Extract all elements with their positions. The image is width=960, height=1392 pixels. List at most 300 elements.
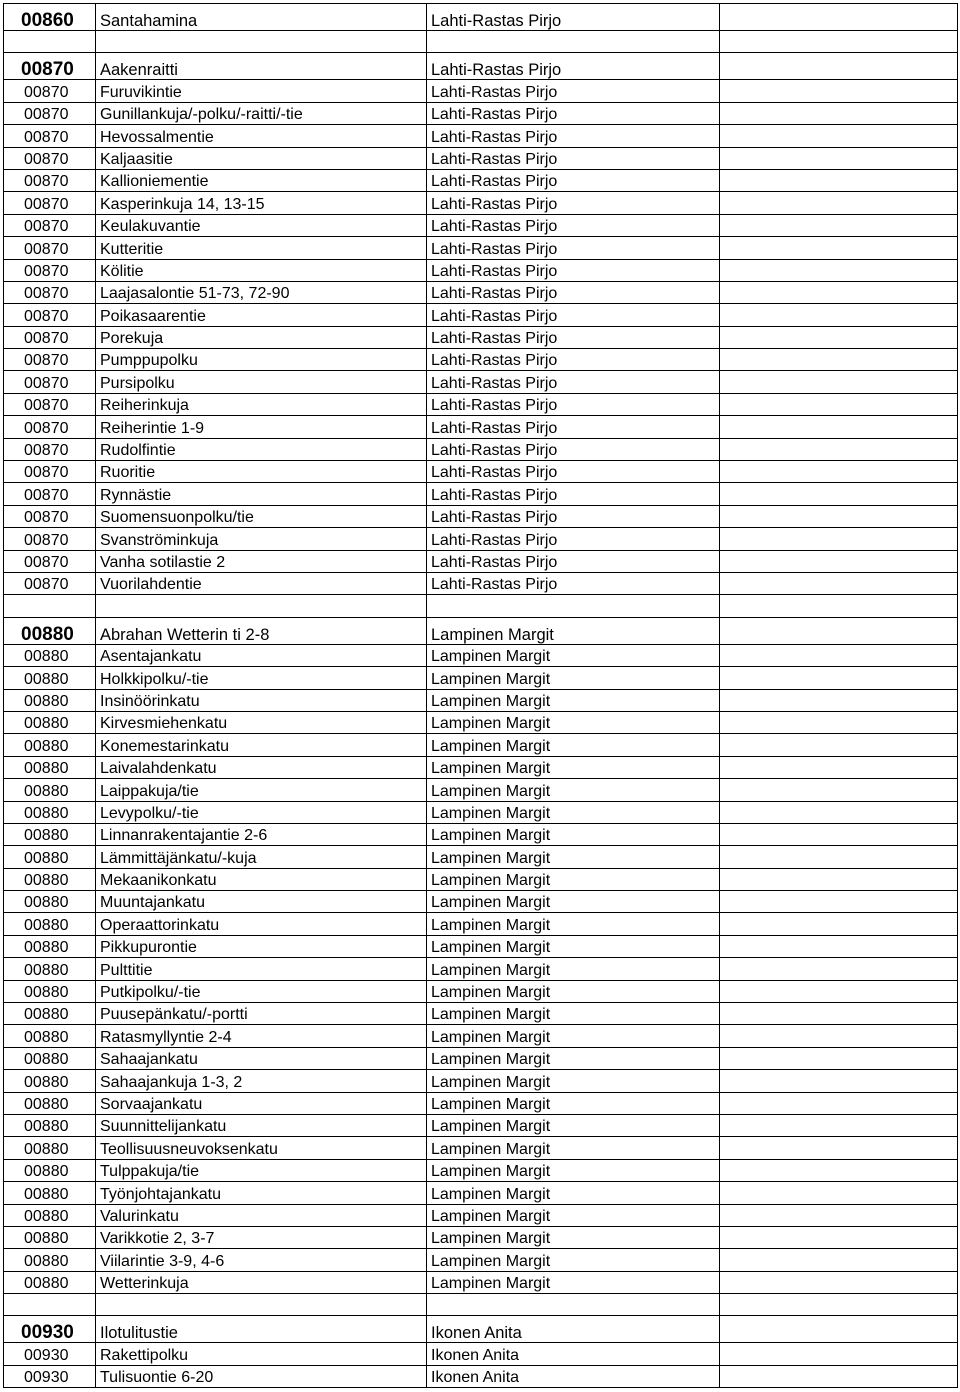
street-cell: Sahaajankuja 1-3, 2 [96,1070,427,1092]
empty-cell [720,779,958,801]
table-row [4,1003,958,1025]
table-row [4,102,958,124]
table-row [4,1159,958,1181]
postal-code-cell: 00880 [4,667,96,689]
street-cell: Insinöörinkatu [96,689,427,711]
postal-code-cell: 00870 [4,416,96,438]
contact-person-cell: Lampinen Margit [427,689,720,711]
table-row [4,1271,958,1293]
table-row [4,304,958,326]
postal-code-cell: 00870 [4,192,96,214]
postal-code-cell: 00880 [4,1226,96,1248]
table-row [4,371,958,393]
contact-person-cell: Lahti-Rastas Pirjo [427,53,720,80]
table-row [4,734,958,756]
postal-code-cell: 00870 [4,281,96,303]
postal-code-cell: 00870 [4,102,96,124]
contact-person-cell: Lampinen Margit [427,1249,720,1271]
empty-cell [720,416,958,438]
postal-code-cell: 00870 [4,438,96,460]
street-cell: Mekaanikonkatu [96,868,427,890]
postal-code-cell: 00880 [4,980,96,1002]
table-row [4,1025,958,1047]
table-row [4,1343,958,1365]
contact-person-cell: Lampinen Margit [427,846,720,868]
empty-cell [720,349,958,371]
postal-code-cell: 00880 [4,1249,96,1271]
empty-cell [720,80,958,102]
table-row [4,644,958,666]
postal-code-cell: 00880 [4,1092,96,1114]
table-row [4,711,958,733]
contact-person-cell: Lampinen Margit [427,1092,720,1114]
street-cell: Kasperinkuja 14, 13-15 [96,192,427,214]
table-row [4,259,958,281]
street-cell: Pulttitie [96,958,427,980]
table-row [4,572,958,594]
postal-code-cell: 00880 [4,1070,96,1092]
postal-code-cell: 00870 [4,528,96,550]
postal-code-cell: 00870 [4,237,96,259]
street-cell: Suunnittelijankatu [96,1114,427,1136]
street-cell: Rynnästie [96,483,427,505]
postal-code-cell: 00870 [4,125,96,147]
table-row [4,913,958,935]
street-cell: Kallioniementie [96,169,427,191]
table-row [4,483,958,505]
empty-cell [720,102,958,124]
street-cell: Lämmittäjänkatu/-kuja [96,846,427,868]
empty-cell [4,31,96,53]
table-row [4,1114,958,1136]
postal-code-cell: 00880 [4,913,96,935]
table-row [4,528,958,550]
postal-code-cell: 00880 [4,756,96,778]
empty-cell [720,1003,958,1025]
postal-code-cell: 00880 [4,1047,96,1069]
postal-code-cell: 00870 [4,349,96,371]
street-cell: Työnjohtajankatu [96,1182,427,1204]
contact-person-cell: Lampinen Margit [427,734,720,756]
empty-cell [720,438,958,460]
contact-person-cell: Lahti-Rastas Pirjo [427,147,720,169]
street-cell: Kölitie [96,259,427,281]
contact-person-cell: Lahti-Rastas Pirjo [427,192,720,214]
empty-cell [720,891,958,913]
contact-person-cell: Lampinen Margit [427,913,720,935]
empty-cell [720,1249,958,1271]
street-cell: Keulakuvantie [96,214,427,236]
empty-cell [720,980,958,1002]
contact-person-cell: Lahti-Rastas Pirjo [427,237,720,259]
table-row [4,214,958,236]
empty-cell [720,1137,958,1159]
table-row [4,1226,958,1248]
street-cell: Poikasaarentie [96,304,427,326]
street-cell: Valurinkatu [96,1204,427,1226]
street-cell: Kaljaasitie [96,147,427,169]
table-body [4,4,958,1388]
table-row [4,281,958,303]
empty-cell [720,1092,958,1114]
empty-cell [720,1159,958,1181]
table-row [4,1182,958,1204]
postal-code-cell: 00870 [4,572,96,594]
contact-person-cell: Lampinen Margit [427,1070,720,1092]
empty-cell [720,756,958,778]
empty-cell [4,1294,96,1316]
street-cell: Levypolku/-tie [96,801,427,823]
street-cell: Gunillankuja/-polku/-raitti/-tie [96,102,427,124]
table-row [4,980,958,1002]
empty-cell [720,147,958,169]
contact-person-cell: Lahti-Rastas Pirjo [427,80,720,102]
empty-cell [720,1025,958,1047]
contact-person-cell: Lampinen Margit [427,980,720,1002]
street-cell: Pursipolku [96,371,427,393]
postal-code-cell: 00870 [4,550,96,572]
table-row [4,779,958,801]
contact-person-cell: Lahti-Rastas Pirjo [427,214,720,236]
contact-person-cell: Lahti-Rastas Pirjo [427,483,720,505]
contact-person-cell: Lampinen Margit [427,868,720,890]
empty-cell [720,1182,958,1204]
separator-row [4,31,958,53]
postal-code-cell: 00880 [4,1137,96,1159]
street-cell: Svanströminkuja [96,528,427,550]
street-cell: Tulisuontie 6-20 [96,1365,427,1387]
table-row [4,689,958,711]
empty-cell [96,595,427,617]
contact-person-cell: Lahti-Rastas Pirjo [427,550,720,572]
postal-code-cell: 00880 [4,779,96,801]
empty-cell [720,125,958,147]
street-cell: Reiherinkuja [96,393,427,415]
contact-person-cell: Lahti-Rastas Pirjo [427,572,720,594]
street-cell: Vuorilahdentie [96,572,427,594]
postal-code-cell: 00880 [4,823,96,845]
contact-person-cell: Ikonen Anita [427,1316,720,1343]
table-row [4,438,958,460]
table-row [4,505,958,527]
contact-person-cell: Lampinen Margit [427,711,720,733]
empty-cell [720,846,958,868]
street-cell: Kutteritie [96,237,427,259]
street-cell: Konemestarinkatu [96,734,427,756]
street-cell: Laippakuja/tie [96,779,427,801]
contact-person-cell: Lahti-Rastas Pirjo [427,259,720,281]
postal-code-table [3,3,958,1388]
postal-code-cell: 00880 [4,1114,96,1136]
contact-person-cell: Lampinen Margit [427,1003,720,1025]
empty-cell [720,572,958,594]
empty-cell [720,935,958,957]
postal-code-cell: 00870 [4,483,96,505]
postal-code-cell: 00870 [4,169,96,191]
postal-code-cell: 00870 [4,371,96,393]
street-cell: Santahamina [96,4,427,31]
postal-code-cell: 00930 [4,1365,96,1387]
table-row [4,1204,958,1226]
postal-code-cell: 00880 [4,891,96,913]
table-row [4,846,958,868]
table-row [4,169,958,191]
contact-person-cell: Lampinen Margit [427,1226,720,1248]
street-cell: Abrahan Wetterin ti 2-8 [96,617,427,644]
empty-cell [96,1294,427,1316]
street-cell: Rudolfintie [96,438,427,460]
empty-cell [720,461,958,483]
contact-person-cell: Lampinen Margit [427,779,720,801]
empty-cell [720,1271,958,1293]
contact-person-cell: Lampinen Margit [427,1025,720,1047]
table-row [4,1365,958,1387]
table-row [4,349,958,371]
postal-code-cell: 00880 [4,1271,96,1293]
street-cell: Ruoritie [96,461,427,483]
postal-code-cell: 00880 [4,644,96,666]
table-row [4,1249,958,1271]
street-cell: Pikkupurontie [96,935,427,957]
street-cell: Ratasmyllyntie 2-4 [96,1025,427,1047]
street-cell: Holkkipolku/-tie [96,667,427,689]
postal-code-cell: 00870 [4,461,96,483]
contact-person-cell: Lampinen Margit [427,617,720,644]
postal-code-cell: 00870 [4,147,96,169]
empty-cell [720,528,958,550]
street-cell: Putkipolku/-tie [96,980,427,1002]
street-cell: Suomensuonpolku/tie [96,505,427,527]
contact-person-cell: Lampinen Margit [427,756,720,778]
empty-cell [720,1047,958,1069]
street-cell: Tulppakuja/tie [96,1159,427,1181]
street-cell: Sorvaajankatu [96,1092,427,1114]
postal-code-cell: 00880 [4,711,96,733]
table-row [4,891,958,913]
street-cell: Laajasalontie 51-73, 72-90 [96,281,427,303]
postal-code-cell: 00880 [4,1003,96,1025]
empty-cell [720,1316,958,1343]
empty-cell [720,667,958,689]
separator-row [4,1294,958,1316]
empty-cell [720,237,958,259]
empty-cell [720,550,958,572]
contact-person-cell: Lahti-Rastas Pirjo [427,102,720,124]
street-cell: Pumppupolku [96,349,427,371]
postal-code-cell: 00880 [4,1025,96,1047]
empty-cell [720,1226,958,1248]
postal-code-cell: 00880 [4,1159,96,1181]
table-row [4,617,958,644]
empty-cell [720,1204,958,1226]
contact-person-cell: Lahti-Rastas Pirjo [427,461,720,483]
postal-code-cell: 00930 [4,1343,96,1365]
contact-person-cell: Lampinen Margit [427,801,720,823]
empty-cell [720,823,958,845]
contact-person-cell: Lampinen Margit [427,1159,720,1181]
empty-cell [720,958,958,980]
postal-code-cell: 00860 [4,4,96,31]
empty-cell [720,192,958,214]
empty-cell [720,595,958,617]
empty-cell [96,31,427,53]
contact-person-cell: Lampinen Margit [427,1271,720,1293]
table-row [4,461,958,483]
table-row [4,1070,958,1092]
postal-code-cell: 00880 [4,689,96,711]
contact-person-cell: Lampinen Margit [427,958,720,980]
contact-person-cell: Lampinen Margit [427,1137,720,1159]
contact-person-cell: Lampinen Margit [427,1204,720,1226]
postal-code-cell: 00870 [4,326,96,348]
contact-person-cell: Lampinen Margit [427,1114,720,1136]
empty-cell [720,31,958,53]
table-row [4,4,958,31]
empty-cell [720,734,958,756]
postal-code-cell: 00880 [4,617,96,644]
contact-person-cell: Lampinen Margit [427,935,720,957]
table-row [4,237,958,259]
empty-cell [720,53,958,80]
postal-code-cell: 00870 [4,259,96,281]
empty-cell [720,393,958,415]
contact-person-cell: Lahti-Rastas Pirjo [427,528,720,550]
table-row [4,192,958,214]
empty-cell [427,595,720,617]
contact-person-cell: Lahti-Rastas Pirjo [427,169,720,191]
table-row [4,1137,958,1159]
contact-person-cell: Lahti-Rastas Pirjo [427,304,720,326]
table-row [4,756,958,778]
contact-person-cell: Ikonen Anita [427,1365,720,1387]
empty-cell [4,595,96,617]
street-cell: Aakenraitti [96,53,427,80]
contact-person-cell: Lampinen Margit [427,823,720,845]
postal-code-cell: 00880 [4,801,96,823]
empty-cell [720,1294,958,1316]
empty-cell [720,326,958,348]
table-row [4,550,958,572]
empty-cell [720,689,958,711]
contact-person-cell: Lahti-Rastas Pirjo [427,326,720,348]
empty-cell [720,868,958,890]
contact-person-cell: Lampinen Margit [427,1182,720,1204]
postal-code-cell: 00870 [4,53,96,80]
postal-code-cell: 00880 [4,846,96,868]
empty-cell [720,1343,958,1365]
street-cell: Teollisuusneuvoksenkatu [96,1137,427,1159]
table-row [4,801,958,823]
empty-cell [427,1294,720,1316]
empty-cell [720,4,958,31]
empty-cell [720,505,958,527]
street-cell: Asentajankatu [96,644,427,666]
street-cell: Kirvesmiehenkatu [96,711,427,733]
street-cell: Operaattorinkatu [96,913,427,935]
table-row [4,1047,958,1069]
table-row [4,935,958,957]
street-cell: Wetterinkuja [96,1271,427,1293]
empty-cell [720,617,958,644]
table-row [4,416,958,438]
postal-code-cell: 00870 [4,80,96,102]
postal-code-cell: 00880 [4,868,96,890]
postal-code-cell: 00870 [4,304,96,326]
empty-cell [720,1114,958,1136]
contact-person-cell: Ikonen Anita [427,1343,720,1365]
table-row [4,667,958,689]
empty-cell [427,31,720,53]
postal-code-cell: 00870 [4,505,96,527]
empty-cell [720,169,958,191]
street-cell: Sahaajankatu [96,1047,427,1069]
street-cell: Muuntajankatu [96,891,427,913]
contact-person-cell: Lahti-Rastas Pirjo [427,4,720,31]
contact-person-cell: Lahti-Rastas Pirjo [427,125,720,147]
street-cell: Ilotulitustie [96,1316,427,1343]
street-cell: Vanha sotilastie 2 [96,550,427,572]
contact-person-cell: Lahti-Rastas Pirjo [427,416,720,438]
table-row [4,1316,958,1343]
postal-code-cell: 00870 [4,393,96,415]
empty-cell [720,259,958,281]
street-cell: Reiherintie 1-9 [96,416,427,438]
street-cell: Porekuja [96,326,427,348]
street-cell: Furuvikintie [96,80,427,102]
empty-cell [720,1365,958,1387]
postal-code-cell: 00930 [4,1316,96,1343]
street-cell: Laivalahdenkatu [96,756,427,778]
table-row [4,147,958,169]
table-row [4,393,958,415]
table-row [4,125,958,147]
contact-person-cell: Lampinen Margit [427,644,720,666]
contact-person-cell: Lahti-Rastas Pirjo [427,393,720,415]
contact-person-cell: Lahti-Rastas Pirjo [427,505,720,527]
postal-code-cell: 00880 [4,935,96,957]
street-cell: Rakettipolku [96,1343,427,1365]
postal-code-cell: 00880 [4,1204,96,1226]
separator-row [4,595,958,617]
contact-person-cell: Lahti-Rastas Pirjo [427,281,720,303]
table-row [4,823,958,845]
street-cell: Linnanrakentajantie 2-6 [96,823,427,845]
postal-code-cell: 00880 [4,958,96,980]
table-row [4,80,958,102]
empty-cell [720,214,958,236]
street-cell: Puusepänkatu/-portti [96,1003,427,1025]
empty-cell [720,1070,958,1092]
table-row [4,53,958,80]
empty-cell [720,711,958,733]
empty-cell [720,913,958,935]
empty-cell [720,644,958,666]
table-row [4,1092,958,1114]
street-cell: Viilarintie 3-9, 4-6 [96,1249,427,1271]
contact-person-cell: Lampinen Margit [427,1047,720,1069]
empty-cell [720,801,958,823]
table-row [4,868,958,890]
table-row [4,326,958,348]
contact-person-cell: Lampinen Margit [427,891,720,913]
postal-code-cell: 00880 [4,734,96,756]
postal-code-cell: 00870 [4,214,96,236]
empty-cell [720,281,958,303]
empty-cell [720,304,958,326]
street-cell: Hevossalmentie [96,125,427,147]
street-cell: Varikkotie 2, 3-7 [96,1226,427,1248]
table-row [4,958,958,980]
